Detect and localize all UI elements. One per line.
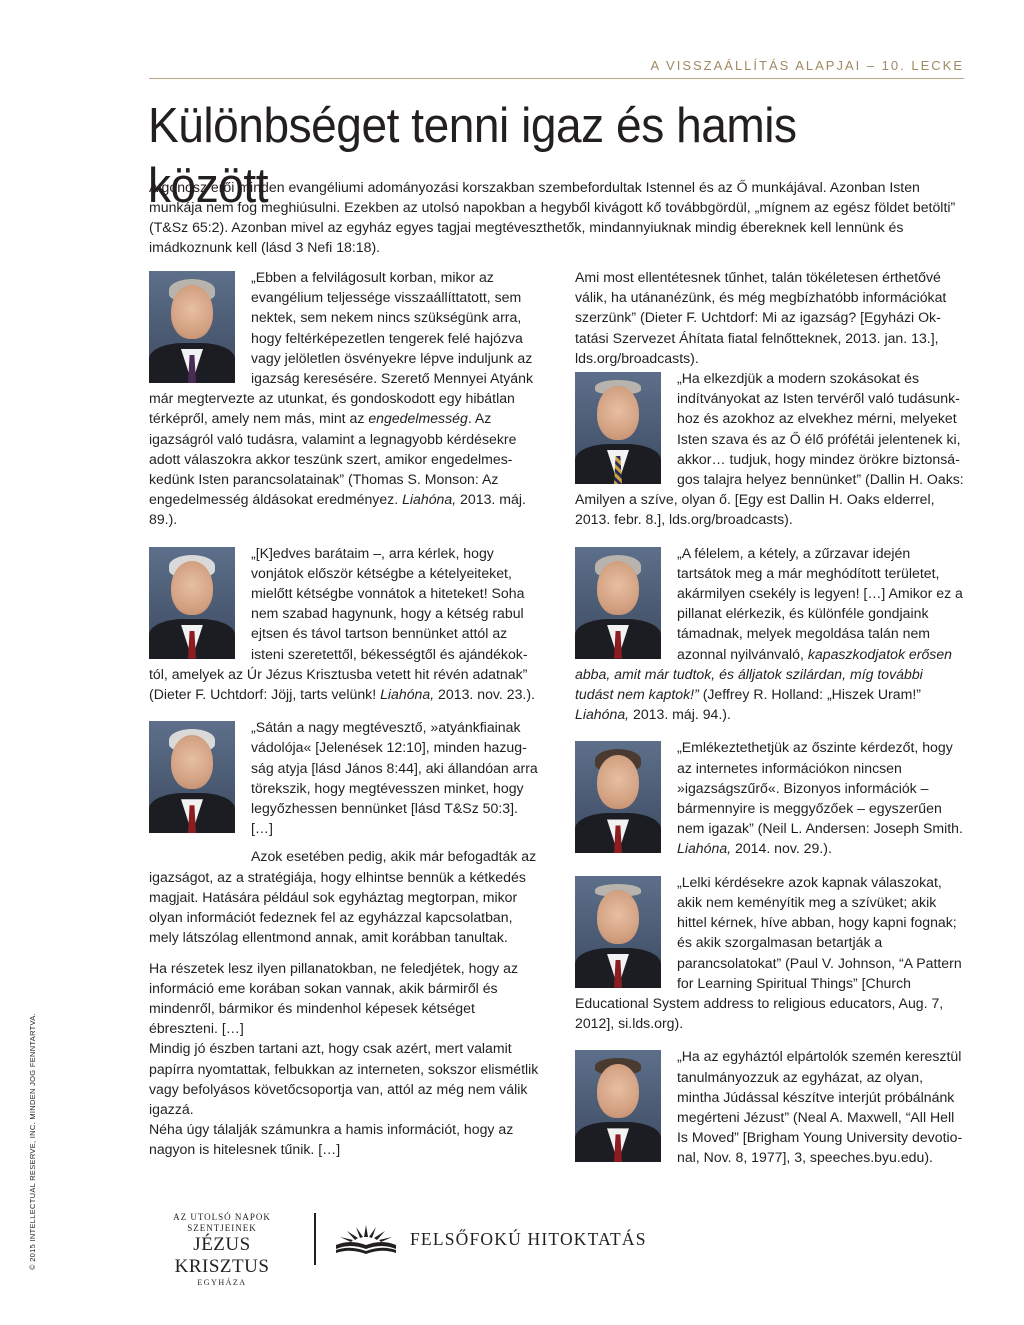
quote-text: „Ha elkezdjük a modern szokásokat és indítványokat az Isten tervéről való tudásunkhoz és azokhoz az elvekhez mérni, melyeket Isten szava és az Ő élő prófétái jelentenek ki, akkor… tudjuk, hogy mindez örökre biztonságos talajra helyez bennünket” (Dallin H. Oaks: Amilyen a szíve, olyan ő. [Egy est Dallin H. Oaks elderrel, 2013. febr. 8.], lds.org/broadcasts).	[575, 370, 964, 528]
intro-paragraph: A gonosz erői minden evangéliumi adományozási korszakban szembefordultak Istennel és az Ő munkájával. Azonban Isten munkája nem fog meghiúsulni. Ezekben az utolsó napokban a hegyből kivágott kő továbbgördül, „mígnem az egész földet betölti” (T&Sz 65:2). Azonban mivel az egyház egyes tagjai megtéveszthetők, mindannyiuknak mindig ébereknek kell lennünk és imádkoznunk kell (lásd 3 Nefi 18:18).	[149, 179, 956, 255]
body-paragraph: Néha úgy tálalják számunkra a hamis információt, hogy az nagyon is hitelesnek tűnik. […]	[149, 1121, 514, 1158]
quote-text: „Sátán a nagy megtévesztő, »atyánkfiainak vádolója« [Jelenések 12:10], minden hazugság atyja [lásd János 8:44], aki állandóan arra törekszik, hogy megtévesszen minket, hogy legyőzhessen bennünket [lásd T&Sz 50:3]. […]	[251, 719, 538, 837]
quote-monson	[149, 267, 539, 530]
portrait-photo	[149, 271, 235, 383]
quote-text: „Emlékeztethetjük az őszinte kérdezőt, hogy az internetes információkon nincsen »igazságszűrő«. Bizonyos információk – bármennyire is meggyőzőek – egyszerűen nem igazak” (Neil L. Andersen: Joseph Smith. Liahóna, 2014. nov. 29.).	[677, 739, 963, 857]
portrait-photo	[575, 372, 661, 484]
quote-holland	[575, 543, 965, 725]
quote-text: „[K]edves barátaim –, arra kérlek, hogy vonjátok először kétségbe a kételyeiteket, mielőtt kétségbe vonnátok a hiteteket! Soha nem szabad hagynunk, hogy a kétség rabul ejtsen és távol tartson bennünket attól az isteni szeretettől, békességtől és ajándékoktól, amelyek az Úr Jézus Krisztusba vetett hit révén adatnak” (Dieter F. Uchtdorf: Jöjj, tarts velünk! Liahóna, 2013. nov. 23.).	[149, 544, 535, 703]
quote-text: „Ha az egyháztól elpártolók szemén keresztül tanulmányozzuk az egyházat, az olyan, mintha Júdással készítve interjút próbálnánk megérteni Jézust” (Neal A. Maxwell, “All Hell Is Moved” [Brigham Young University devotional, Nov. 8, 1977], 3, speeches.byu.edu).	[677, 1048, 963, 1166]
portrait-photo	[575, 1050, 661, 1162]
left-column	[149, 267, 539, 1160]
right-column	[575, 267, 965, 1181]
quote-andersen	[575, 737, 965, 858]
body-paragraph: Mindig jó észben tartani azt, hogy csak azért, mert valamit papírra nyomtattak, felbukkan az interneten, sokszor elismétlik vagy befolyásos követőcsoportja van, attól az még nem válik igazzá.	[149, 1040, 539, 1117]
portrait-photo	[575, 547, 661, 659]
lesson-label: A VISSZAÁLLÍTÁS ALAPJAI – 10. LECKE	[650, 58, 964, 73]
header-rule	[149, 78, 964, 79]
quote-johnson	[575, 872, 965, 1034]
portrait-photo	[575, 741, 661, 853]
program-name: FELSŐFOKÚ HITOKTATÁS	[410, 1229, 647, 1249]
page-title: Különbséget tenni igaz és hamis között	[148, 99, 797, 213]
open-book-sunburst-icon	[334, 1221, 398, 1255]
quote-maxwell	[575, 1046, 965, 1167]
quote-continuation: Azok esetében pedig, akik már befogadták az igazságot, az a stratégiája, hogy elhintse bennük a kétkedés magjait. Hatására például sok egyháztag megtorpan, mikor olyan információt fedeznek fel az egyházzal kapcsolatban, mely látszólag ellentmond annak, amit korábban tanultak.	[149, 848, 537, 946]
quote-text: „Lelki kérdésekre azok kapnak válaszokat, akik nem keményítik meg a szívüket; akik hittel kérnek, híve abban, hogy kapni fognak; és akik szorgalmasan betartják a parancsolatokat” (Paul V. Johnson, “A Pattern for Learning Spiritual Things” [Church Educational System address to religious educators, Aug. 7, 2012], si.lds.org).	[575, 873, 962, 1032]
church-wordmark: AZ UTOLSÓ NAPOK SZENTJEINEK JÉZUS KRISZTUS EGYHÁZA	[173, 1212, 271, 1287]
quote-uchtdorf-2	[149, 717, 539, 947]
portrait-photo	[149, 547, 235, 659]
quote-text: „Ebben a felvilágosult korban, mikor az evangélium teljessége visszaállíttatott, sem nektek, sem nekem nincs szükségünk arra, hogy feltérképezetlen tengerek felé hajózva vagy jelöletlen ösvényekre lépve induljunk az igazság keresésére. Szerető Mennyei Atyánk már megtervezte az utunkat, és gondoskodott egy hibátlan térképről, amely nem más, mint az engedelmesség. Az igazságról való tudásra, valamint a legnagyobb kérdésekre adott válaszokra akkor teszünk szert, amikor engedelmeskedünk Isten parancsolatainak” (Thomas S. Monson: Az engedelmesség áldásokat eredményez. Liahóna, 2013. máj. 89.).	[149, 269, 534, 528]
footer-divider	[314, 1213, 316, 1265]
body-paragraph: Ami most ellentétesnek tűnhet, talán tökéletesen érthetővé válik, ha utánanézünk, és még megbízhatóbb információkat szerzünk” (Dieter F. Uchtdorf: Mi az igazság? [Egyházi Oktatási Szervezet Áhítata fiatal felnőtteknek, 2013. jan. 13.], lds.org/broadcasts).	[575, 269, 947, 366]
portrait-photo	[575, 876, 661, 988]
quote-oaks	[575, 368, 965, 530]
portrait-photo	[149, 721, 235, 833]
quote-text: „A félelem, a kétely, a zűrzavar idején tartsátok meg a már meghódított területet, akármilyen csekély is legyen! […] Amikor ez a pillanat elérkezik, és különféle gondjaink támadnak, melyek megoldása talán nem azonnal nyilvánvaló, kapaszkodjatok erősen abba, amit már tudtok, és álljatok szilárdan, míg további tudást nem kaptok!” (Jeffrey R. Holland: „Hiszek Uram!” Liahóna, 2013. máj. 94.).	[575, 544, 963, 723]
copyright-notice: © 2015 INTELLECTUAL RESERVE, INC. MINDEN JOG FENNTARTVA.	[28, 1013, 37, 1270]
quote-uchtdorf-1	[149, 543, 539, 705]
body-paragraph: Ha részetek lesz ilyen pillanatokban, ne feledjétek, hogy az információ eme korában sokan vannak, akik bármiről és mindenről, bármikor és mindenhol képesek kétséget ébreszteni. […]	[149, 959, 519, 1037]
